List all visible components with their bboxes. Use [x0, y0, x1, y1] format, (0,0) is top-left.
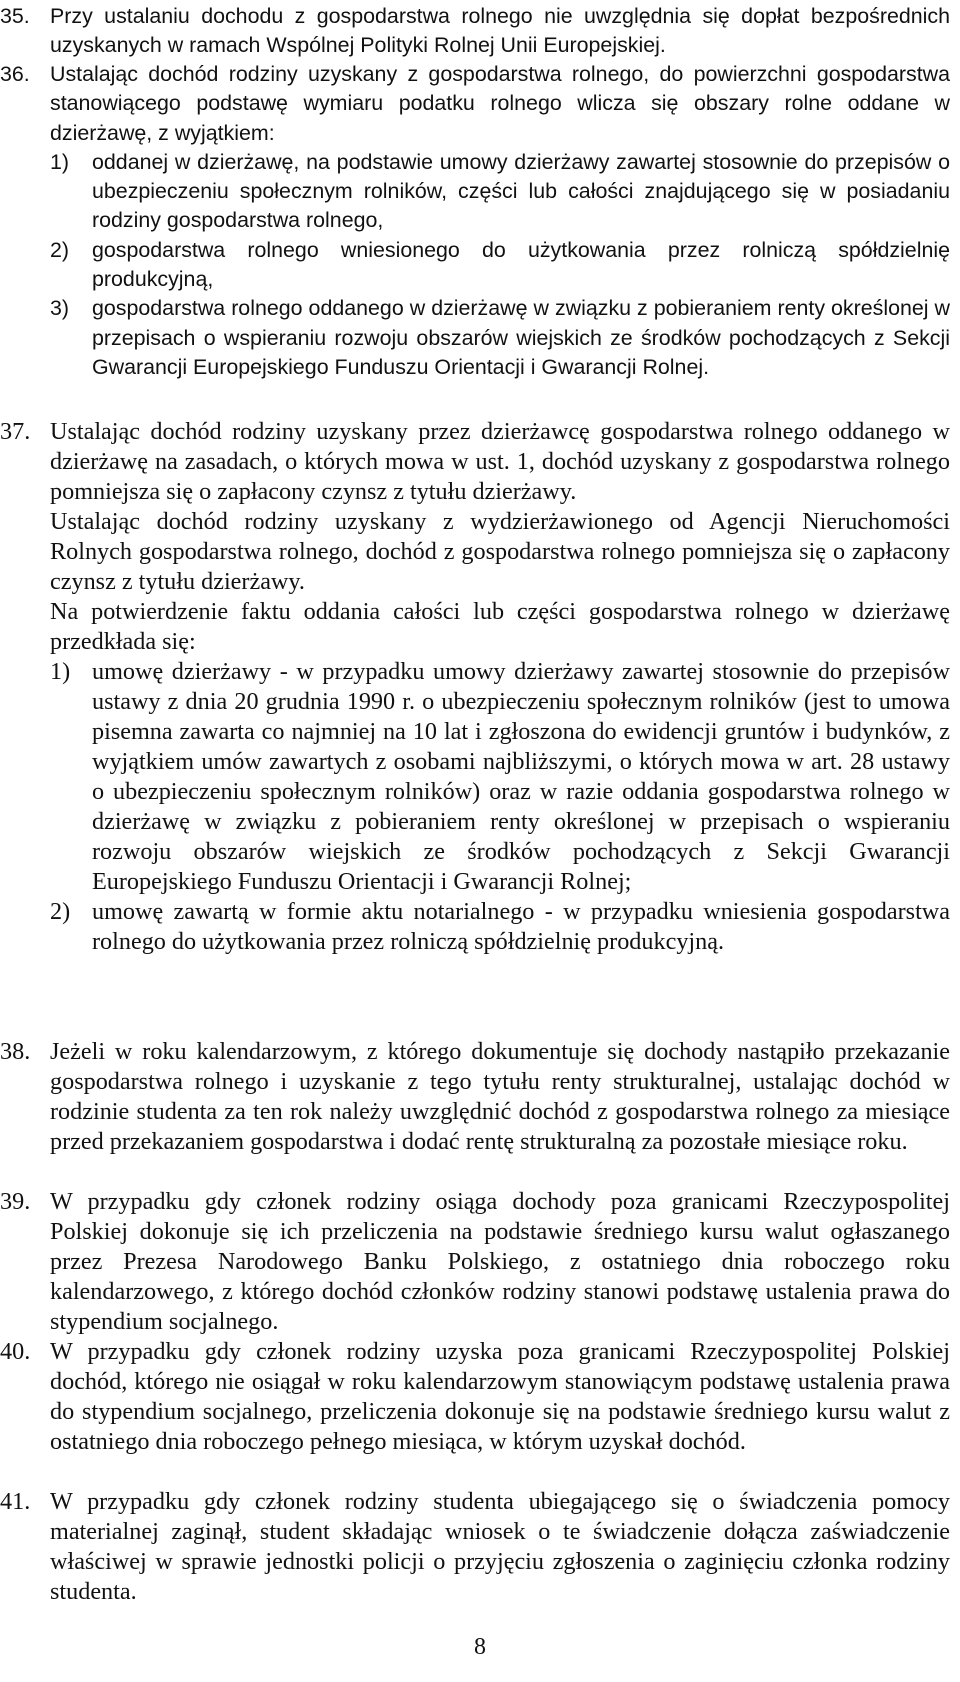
item-number: 40. [0, 1338, 31, 1365]
item-number: 38. [0, 1038, 31, 1065]
item-41 [0, 1487, 950, 1607]
sub-item-text: umowę dzierżawy - w przypadku umowy dzierżawy zawartej stosownie do przepisów ustawy z dnia 20 grudnia 1990 r. o ubezpieczeniu społecznym rolników (jest to umowa pisemna zawarta co najmniej na 10 lat i zgłoszona do ewidencji gruntów i budynków, z wyjątkiem umów zawartych z osobami najbliższymi, o których mowa w art. 28 ustawy o ubezpieczeniu społecznym rolników) oraz w razie oddania gospodarstwa rolnego w dzierżawę w związku z pobieraniem renty określonej w przepisach o wspieraniu rozwoju obszarów wiejskich ze środków pochodzących z Sekcji Gwarancji Europejskiego Funduszu Orientacji i Gwarancji Rolnej; [92, 658, 950, 895]
item-text: W przypadku gdy członek rodziny uzyska poza granicami Rzeczypospolitej Polskiej dochód, którego nie osiągał w roku kalendarzowym stanowiącym podstawę ustalenia prawa do stypendium socjalnego, przeliczenia dokonuje się na podstawie średniego kursu walut z ostatniego dnia roboczego pełnego miesiąca, w którym uzyskał dochód. [50, 1338, 950, 1455]
sub-item-number: 2) [50, 898, 71, 925]
item-number: 35. [0, 4, 30, 28]
item-40 [0, 1337, 950, 1457]
sub-item-3 [50, 294, 950, 382]
page-number: 8 [474, 1634, 486, 1660]
item-text: W przypadku gdy członek rodziny osiąga dochody poza granicami Rzeczypospolitej Polskiej dokonuje się ich przeliczenia na podstawie średniego kursu walut ogłaszanego przez Prezesa Narodowego Banku Polskiego, z ostatniego dnia roboczego roku kalendarzowego, z którego dochód członków rodziny stanowi podstawę ustalenia prawa do stypendium socjalnego. [50, 1188, 950, 1335]
sub-item-number: 2) [50, 237, 70, 262]
sub-item-1 [50, 148, 950, 236]
item-paragraph: Ustalając dochód rodziny uzyskany przez dzierżawcę gospodarstwa rolnego oddanego w dzierżawę na zasadach, o których mowa w ust. 1, dochód uzyskany z gospodarstwa rolnego pomniejsza się o zapłacony czynsz z tytułu dzierżawy. [50, 418, 950, 505]
item-number: 41. [0, 1488, 31, 1515]
sub-item-1 [50, 657, 950, 897]
item-intro: Ustalając dochód rodziny uzyskany z gospodarstwa rolnego, do powierzchni gospodarstwa stanowiącego podstawę wymiaru podatku rolnego wlicza się obszary rolne oddane w dzierżawę, z wyjątkiem: [50, 62, 950, 145]
sub-item-number: 1) [50, 658, 71, 685]
item-39 [0, 1187, 950, 1337]
item-36 [0, 60, 950, 382]
item-37 [0, 417, 950, 957]
sub-item-text: gospodarstwa rolnego wniesionego do użytkowania przez rolniczą spółdzielnię produkcyjną, [92, 237, 950, 292]
sub-item-text: oddanej w dzierżawę, na podstawie umowy dzierżawy zawartej stosownie do przepisów o ubezpieczeniu społecznym rolników, części lub całości znajdującego się w posiadaniu rodziny gospodarstwa rolnego, [92, 149, 950, 233]
sub-item-2 [50, 897, 950, 957]
item-number: 37. [0, 418, 31, 445]
sub-item-text: umowę zawartą w formie aktu notarialnego - w przypadku wniesienia gospodarstwa rolnego do użytkowania przez rolniczą spółdzielnię produkcyjną. [92, 898, 950, 955]
item-number: 39. [0, 1188, 31, 1215]
item-text: Jeżeli w roku kalendarzowym, z którego dokumentuje się dochody nastąpiło przekazanie gospodarstwa rolnego i uzyskanie z tego tytułu renty strukturalnej, ustalając dochód w rodzinie studenta za ten rok należy uwzględnić dochód z gospodarstwa rolnego za miesiące przed przekazaniem gospodarstwa i dodać rentę strukturalną za pozostałe miesiące roku. [50, 1038, 950, 1155]
sub-item-text: gospodarstwa rolnego oddanego w dzierżawę w związku z pobieraniem renty określonej w przepisach o wspieraniu rozwoju obszarów wiejskich ze środków pochodzących z Sekcji Gwarancji Europejskiego Funduszu Orientacji i Gwarancji Rolnej. [92, 296, 950, 379]
item-text: W przypadku gdy członek rodziny studenta ubiegającego się o świadczenia pomocy materialnej zaginął, student składając wniosek o te świadczenie dołącza zaświadczenie właściwej w sprawie jednostki policji o przyjęciu zgłoszenia o zaginięciu członka rodziny studenta. [50, 1488, 950, 1605]
sub-item-number: 1) [50, 149, 70, 174]
item-number: 36. [0, 62, 30, 86]
sub-item-number: 3) [50, 296, 70, 321]
item-paragraph: Ustalając dochód rodziny uzyskany z wydzierżawionego od Agencji Nieruchomości Rolnych gospodarstwa rolnego, dochód z gospodarstwa rolnego pomniejsza się o zapłacony czynsz z tytułu dzierżawy. [50, 508, 950, 595]
item-paragraph: Na potwierdzenie faktu oddania całości lub części gospodarstwa rolnego w dzierżawę przedkłada się: [50, 598, 950, 655]
item-35 [0, 2, 950, 61]
sub-item-2 [50, 236, 950, 295]
item-38 [0, 1037, 950, 1157]
item-text: Przy ustalaniu dochodu z gospodarstwa rolnego nie uwzględnia się dopłat bezpośrednich uzyskanych w ramach Wspólnej Polityki Rolnej Unii Europejskiej. [50, 4, 950, 58]
